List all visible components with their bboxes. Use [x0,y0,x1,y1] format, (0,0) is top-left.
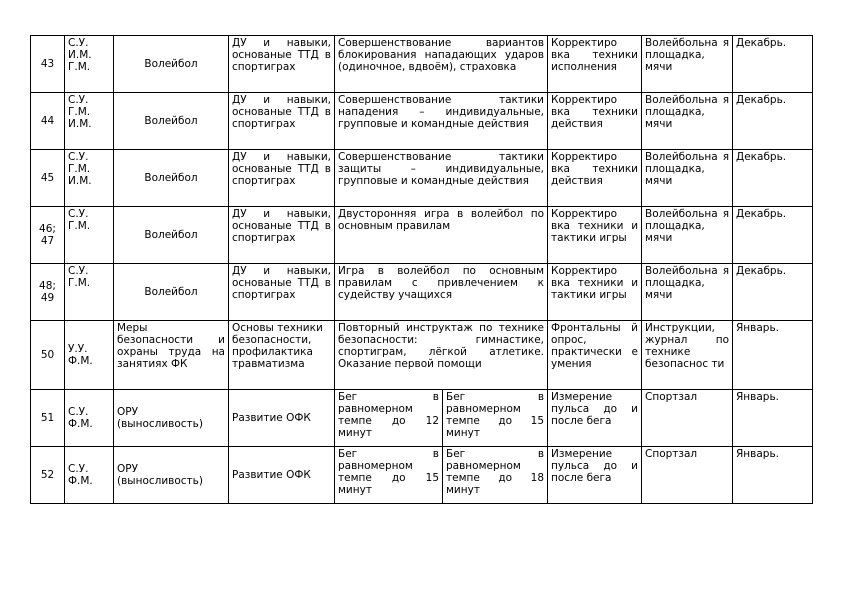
lesson-number: 43 [31,36,65,93]
method-cell: Корректиро вка техники действия [548,93,642,150]
month-cell: Декабрь. [733,207,813,264]
table-row [31,207,813,264]
lesson-number: 52 [31,447,65,504]
equipment-cell: Спортзал [642,390,733,447]
equipment-cell: Инструкции, журнал по технике безопаснос ти [642,321,733,390]
method-cell: Фронтальны й опрос, практически е умения [548,321,642,390]
teacher-codes: С.У. Г.М. И.М. [65,93,114,150]
month-cell: Январь. [733,321,813,390]
goal-cell: ДУ и навыки, основаные ТТД в спортиграх [229,150,335,207]
month-cell: Декабрь. [733,93,813,150]
content-cell: Двусторонняя игра в волейбол по основным правилам [335,207,548,264]
goal-cell: Развитие ОФК [229,390,335,447]
table-row [31,390,813,447]
teacher-codes: С.У. Ф.М. [65,447,114,504]
content-cell-a: Бег в равномерном темпе до 12 минут [335,390,443,447]
section-cell: Волейбол [114,207,229,264]
table-row [31,264,813,321]
method-cell: Корректиро вка техники и тактики игры [548,207,642,264]
goal-cell: ДУ и навыки, основаные ТТД в спортиграх [229,36,335,93]
table-row [31,447,813,504]
method-cell: Корректиро вка техники и тактики игры [548,264,642,321]
method-cell: Корректиро вка техники действия [548,150,642,207]
section-cell: Волейбол [114,150,229,207]
table-row [31,150,813,207]
section-cell: Волейбол [114,264,229,321]
table-row [31,321,813,390]
equipment-cell: Волейбольна я площадка, мячи [642,36,733,93]
teacher-codes: С.У. Г.М. [65,264,114,321]
month-cell: Декабрь. [733,36,813,93]
lesson-number: 50 [31,321,65,390]
method-cell: Измерение пульса до и после бега [548,447,642,504]
method-cell: Измерение пульса до и после бега [548,390,642,447]
month-cell: Декабрь. [733,150,813,207]
content-cell: Совершенствование тактики защиты – индивидуальные, групповые и командные действия [335,150,548,207]
content-cell: Игра в волейбол по основным правилам с привлечением к судейству учащихся [335,264,548,321]
teacher-codes: С.У. Г.М. И.М. [65,150,114,207]
section-cell: ОРУ (выносливость) [114,447,229,504]
month-cell: Январь. [733,390,813,447]
teacher-codes: С.У. Г.М. [65,207,114,264]
teacher-codes: С.У. Ф.М. [65,390,114,447]
month-cell: Январь. [733,447,813,504]
goal-cell: ДУ и навыки, основаные ТТД в спортиграх [229,264,335,321]
lesson-number: 46; 47 [31,207,65,264]
lesson-number: 51 [31,390,65,447]
equipment-cell: Спортзал [642,447,733,504]
teacher-codes: У.У. Ф.М. [65,321,114,390]
equipment-cell: Волейбольна я площадка, мячи [642,93,733,150]
table-row [31,36,813,93]
goal-cell: ДУ и навыки, основаные ТТД в спортиграх [229,93,335,150]
equipment-cell: Волейбольна я площадка, мячи [642,264,733,321]
teacher-codes: С.У. И.М. Г.М. [65,36,114,93]
content-cell: Совершенствование тактики нападения – индивидуальные, групповые и командные действия [335,93,548,150]
lesson-plan-table [30,35,813,504]
content-cell: Повторный инструктаж по технике безопасности: гимнастике, спортиграм, лёгкой атлетике. Оказание первой помощи [335,321,548,390]
section-cell: ОРУ (выносливость) [114,390,229,447]
table-row [31,93,813,150]
equipment-cell: Волейбольна я площадка, мячи [642,207,733,264]
section-cell: Волейбол [114,36,229,93]
month-cell: Декабрь. [733,264,813,321]
goal-cell: Основы техники безопасности, профилактика травматизма [229,321,335,390]
content-cell: Совершенствование вариантов блокирования нападающих ударов (одиночное, вдвоём), страховка [335,36,548,93]
section-cell: Меры безопасности и охраны труда на занятиях ФК [114,321,229,390]
content-cell-a: Бег в равномерном темпе до 15 минут [335,447,443,504]
equipment-cell: Волейбольна я площадка, мячи [642,150,733,207]
lesson-number: 44 [31,93,65,150]
method-cell: Корректиро вка техники исполнения [548,36,642,93]
goal-cell: ДУ и навыки, основаные ТТД в спортиграх [229,207,335,264]
goal-cell: Развитие ОФК [229,447,335,504]
lesson-number: 48; 49 [31,264,65,321]
content-cell-b: Бег в равномерном темпе до 15 минут [443,390,548,447]
section-cell: Волейбол [114,93,229,150]
content-cell-b: Бег в равномерном темпе до 18 минут [443,447,548,504]
lesson-number: 45 [31,150,65,207]
